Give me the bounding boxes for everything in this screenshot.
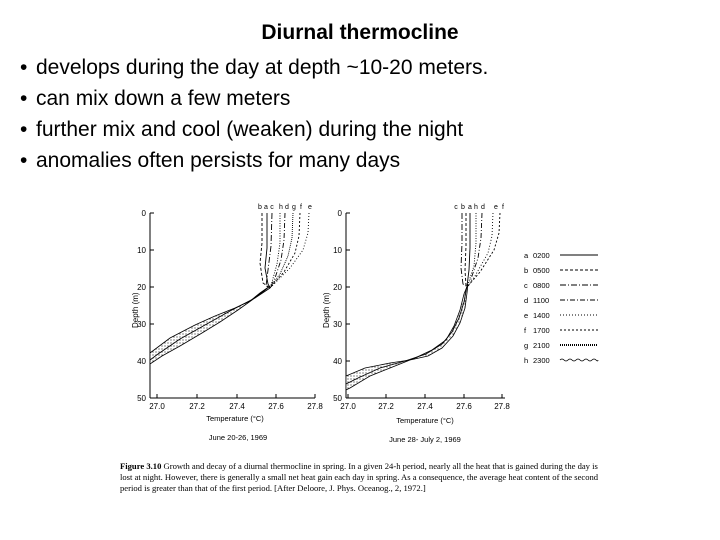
right-shaded-envelope [346, 284, 468, 390]
left-panel [131, 204, 323, 442]
caption-label: Figure 3.10 [120, 461, 162, 471]
left-profile-b [260, 213, 270, 288]
left-curve-letter: d [285, 204, 289, 211]
left-y-tick-label: 30 [137, 320, 146, 329]
caption-text: Growth and decay of a diurnal thermocline in spring. In a given 24-h period, nearly all the heat that is gained during the day is lost at night. However, there is generally a small net heat gain each day in spring. As a consequence, the average heat content of the second period is greater than that of the first period. [After Deloore, J. Phys. Oceanog., 2, 1972.] [120, 461, 599, 493]
legend-entry [524, 266, 598, 275]
legend-letter: g [524, 341, 529, 350]
right-curve-letter: h [474, 204, 478, 211]
right-profiles [346, 213, 500, 384]
legend-time: 1400 [533, 311, 550, 320]
legend-letter: b [524, 266, 529, 275]
legend-letter: f [524, 326, 527, 335]
right-y-ticks [333, 209, 350, 403]
left-shaded-envelope [150, 286, 270, 364]
bullet-glyph: • [20, 118, 28, 141]
right-curve-letter: f [502, 204, 504, 211]
right-curve-letters [454, 204, 504, 211]
right-curve-letter: e [494, 204, 498, 211]
bullet-item [20, 83, 488, 114]
bullet-item [20, 145, 488, 176]
left-date-label: June 20-26, 1969 [208, 433, 268, 442]
left-x-tick-label: 27.0 [149, 402, 165, 411]
left-curve-letter: b [258, 204, 262, 211]
legend-time: 0500 [533, 266, 550, 275]
right-curve-letter: a [468, 204, 472, 211]
right-profile-e [468, 213, 493, 286]
left-curve-letter: e [308, 204, 312, 211]
left-x-tick-label: 27.4 [229, 402, 245, 411]
right-profile-b [465, 213, 466, 286]
figure-caption [120, 461, 610, 494]
left-y-axis-label: Depth (m) [131, 292, 140, 328]
left-x-axis-label: Temperature (°C) [206, 414, 264, 423]
right-date-label: June 28- July 2, 1969 [389, 435, 461, 444]
slide-title: Diurnal thermocline [261, 21, 459, 44]
left-curve-letter: c [270, 204, 274, 211]
bullet-glyph: • [20, 87, 28, 110]
legend-entry [524, 341, 598, 350]
legend-entry [524, 356, 598, 365]
bullet-item [20, 52, 488, 83]
legend-letter: h [524, 356, 529, 365]
legend-time: 2300 [533, 356, 550, 365]
right-curve-letter: d [481, 204, 485, 211]
right-profile-h [468, 213, 476, 284]
right-x-tick-label: 27.2 [378, 402, 394, 411]
bullet-list [20, 52, 488, 176]
left-x-tick-label: 27.6 [268, 402, 284, 411]
right-curve-letter: b [461, 204, 465, 211]
right-curve-letter: c [454, 204, 458, 211]
bullet-text: develops during the day at depth ~10-20 meters. [36, 56, 489, 79]
legend-entry [524, 251, 598, 260]
left-curve-letter: h [279, 204, 283, 211]
right-x-axis-label: Temperature (°C) [396, 416, 454, 425]
bullet-text: further mix and cool (weaken) during the night [36, 118, 464, 141]
legend-time: 1100 [533, 296, 550, 305]
legend-letter: c [524, 281, 528, 290]
right-y-tick-label: 10 [333, 246, 342, 255]
legend [524, 251, 598, 365]
left-curve-letter: g [292, 204, 296, 211]
legend-time: 0800 [533, 281, 550, 290]
legend-letter: d [524, 296, 529, 305]
right-y-tick-label: 40 [333, 357, 342, 366]
legend-letter: a [524, 251, 529, 260]
right-profile-a [467, 213, 470, 286]
right-profile-f [468, 213, 500, 286]
bullet-item [20, 114, 488, 145]
legend-entry [524, 281, 598, 290]
right-x-tick-label: 27.6 [456, 402, 472, 411]
right-y-tick-label: 0 [337, 209, 342, 218]
left-y-tick-label: 20 [137, 283, 146, 292]
right-x-tick-label: 27.4 [417, 402, 433, 411]
legend-entry [524, 311, 598, 320]
right-y-tick-label: 50 [333, 394, 342, 403]
right-x-tick-label: 27.8 [494, 402, 510, 411]
legend-time: 2100 [533, 341, 550, 350]
left-x-ticks [149, 394, 323, 411]
left-curve-letter: a [264, 204, 268, 211]
right-x-tick-label: 27.0 [340, 402, 356, 411]
right-panel [322, 204, 510, 444]
legend-entry [524, 326, 598, 335]
legend-entry [524, 296, 598, 305]
left-curve-letters [258, 204, 312, 211]
bullet-text: anomalies often persists for many days [36, 149, 401, 172]
left-y-tick-label: 40 [137, 357, 146, 366]
right-y-tick-label: 20 [333, 283, 342, 292]
legend-time: 1700 [533, 326, 550, 335]
left-y-tick-label: 10 [137, 246, 146, 255]
left-y-tick-label: 0 [141, 209, 146, 218]
bullet-glyph: • [20, 56, 28, 79]
right-y-axis-label: Depth (m) [322, 292, 331, 328]
legend-line [560, 359, 598, 361]
bullet-glyph: • [20, 149, 28, 172]
left-curve-letter: f [300, 204, 302, 211]
legend-letter: e [524, 311, 529, 320]
right-x-ticks [340, 394, 510, 411]
right-y-tick-label: 30 [333, 320, 342, 329]
bullet-text: can mix down a few meters [36, 87, 291, 110]
legend-time: 0200 [533, 251, 550, 260]
left-x-tick-label: 27.2 [189, 402, 205, 411]
left-x-tick-label: 27.8 [307, 402, 323, 411]
left-y-tick-label: 50 [137, 394, 146, 403]
